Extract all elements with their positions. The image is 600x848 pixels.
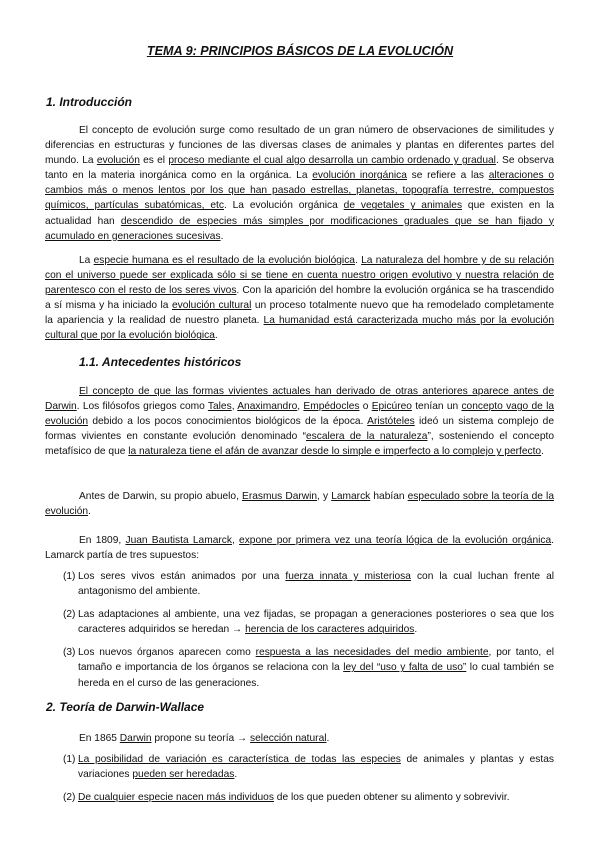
list-item-text <box>78 647 554 688</box>
text-run: . <box>214 330 218 342</box>
text-run: es el <box>139 155 169 167</box>
underlined-text: descendido de especies más simples por modificaciones graduales que se han fijado y acumulado en generaciones sucesivas <box>45 215 554 242</box>
text-run: propone su teoría → <box>151 733 251 744</box>
underlined-text: la naturaleza tiene el afán de avanzar desde lo simple e imperfecto a lo complejo y perfecto <box>128 446 542 458</box>
text-run: o <box>359 401 372 413</box>
text-run: ideó un sistema complejo de formas vivientes en constante evolución denominado “ <box>45 416 554 443</box>
text-run: . Con la aparición del hombre la evolución orgánica se ha trascendido a sí misma y ha iniciado la <box>45 285 554 312</box>
underlined-text: Lamarck <box>331 491 371 502</box>
list-number: (1) <box>63 754 76 765</box>
underlined-text: escalera de la naturaleza <box>306 431 428 443</box>
underlined-text: evolución <box>96 155 140 167</box>
underlined-text: ley del “uso y falta de uso” <box>343 662 467 674</box>
underlined-text: expone por primera vez una teoría lógica de la evolución orgánica <box>239 535 552 546</box>
underlined-text: de vegetales y animales <box>343 200 463 212</box>
underlined-text: Darwin <box>119 733 152 744</box>
text-run: . <box>234 769 238 781</box>
lamarck-list <box>45 569 554 691</box>
text-run: . <box>354 255 362 266</box>
list-item-text <box>78 792 510 803</box>
paragraph-antecedentes-3 <box>45 533 554 563</box>
paragraph-antecedentes-1 <box>45 384 554 459</box>
underlined-text: selección natural <box>250 733 327 744</box>
paragraph-intro-1 <box>45 123 554 244</box>
list-item-text <box>78 609 554 635</box>
paragraph-intro-2 <box>45 253 554 344</box>
text-run: , <box>231 535 240 546</box>
list-item <box>45 607 554 637</box>
page-title: TEMA 9: PRINCIPIOS BÁSICOS DE LA EVOLUCIÓN <box>146 44 454 58</box>
text-run: de los que pueden obtener su alimento y sobrevivir. <box>273 792 510 804</box>
text-run: que existen en la actualidad han <box>45 200 555 227</box>
list-item <box>45 569 554 599</box>
underlined-text: especie humana es el resultado de la evolución biológica <box>93 255 355 266</box>
text-run: Los nuevos órganos aparecen como <box>78 647 256 659</box>
underlined-text: La posibilidad de variación es característica de todas las especies <box>78 754 401 765</box>
underlined-text: respuesta a las necesidades del medio ambiente <box>255 647 489 659</box>
underlined-text: Anaximandro <box>237 401 298 413</box>
underlined-text: evolución inorgánica <box>312 170 407 182</box>
list-number: (2) <box>63 792 76 804</box>
underlined-text: alteraciones o cambios más o menos lentos por los que han pasado estrellas, planetas, topografía terrestre, compuestos químicos, partículas subatómicas, etc <box>45 170 554 212</box>
text-run: , y <box>317 491 332 502</box>
underlined-text: El concepto de que las formas vivientes actuales han derivado de otras anteriores aparece antes de Darwin <box>45 386 554 413</box>
underlined-text: Juan Bautista Lamarck <box>125 535 232 546</box>
text-run: tenían un <box>411 401 462 413</box>
text-run: . <box>414 624 418 636</box>
underlined-text: herencia de los caracteres adquiridos <box>245 624 415 636</box>
underlined-text: evolución cultural <box>171 300 252 312</box>
paragraph-darwin-1 <box>45 731 554 746</box>
text-run: , <box>297 401 304 413</box>
underlined-text: Tales <box>207 401 232 413</box>
section-heading-darwin-wallace: 2. Teoría de Darwin-Wallace <box>46 700 205 714</box>
text-run: Antes de Darwin, su propio abuelo, <box>79 491 243 502</box>
underlined-text: De cualquier especie nacen más individuos <box>78 792 274 804</box>
text-run: se refiere a las <box>406 170 489 182</box>
text-run: Las adaptaciones al ambiente, una vez fijadas, se propagan a generaciones posteriores o sea que los caracteres adquiridos se heredan → <box>78 609 554 636</box>
underlined-text: Empédocles <box>303 401 360 413</box>
underlined-text: pueden ser heredadas <box>132 769 235 781</box>
text-run: En 1865 <box>79 733 120 744</box>
text-run: . Lamarck partía de tres supuestos: <box>45 535 554 562</box>
paragraph-antecedentes-2 <box>45 489 554 519</box>
text-run: . La evolución orgánica <box>223 200 344 212</box>
text-run: En 1809, <box>79 535 126 546</box>
section-heading-introduccion: 1. Introducción <box>46 95 133 109</box>
underlined-text: La humanidad está caracterizada mucho más por la evolución cultural que por la evolución biológica <box>45 315 554 342</box>
underlined-text: fuerza innata y misteriosa <box>285 571 411 582</box>
text-run: . <box>220 230 224 242</box>
text-run: . Los filósofos griegos como <box>76 401 208 413</box>
section-heading-antecedentes: 1.1. Antecedentes históricos <box>79 355 242 369</box>
text-run: debido a los pocos conocimientos biológicos de la época. <box>88 416 368 428</box>
underlined-text: especulado sobre la teoría de la evolución <box>45 491 554 518</box>
text-run: un proceso totalmente nuevo que ha remodelado completamente la apariencia y la realidad de nuestro planeta. <box>45 300 555 327</box>
text-run: , por tanto, el tamaño e importancia de los órganos se relaciona con la <box>78 647 554 674</box>
underlined-text: concepto vago de la evolución <box>45 401 555 428</box>
text-run: ”, sosteniendo el concepto metafísico de que <box>45 431 554 458</box>
list-item <box>45 790 554 805</box>
text-run: El concepto de evolución surge como resultado de un gran número de observaciones de similitudes y diferencias en estructuras y funciones de las diversas clases de animales y plantas en diferentes partes del mundo. La <box>45 125 554 167</box>
list-item-text <box>78 754 554 780</box>
list-item <box>45 752 554 782</box>
underlined-text: Epicúreo <box>371 401 412 413</box>
text-run: de animales y plantas y estas variaciones <box>78 754 554 781</box>
text-run: , <box>231 401 238 413</box>
list-item-text <box>78 571 554 597</box>
list-item <box>45 645 554 690</box>
text-run: habían <box>370 491 408 502</box>
text-run: . <box>541 446 544 458</box>
darwin-list <box>45 752 554 805</box>
text-run: Los seres vivos están animados por una <box>78 571 286 582</box>
text-run: La <box>79 255 94 266</box>
underlined-text: Aristóteles <box>367 416 415 428</box>
text-run: . Se observa tanto en la materia inorgánica como en la orgánica. La <box>45 155 554 182</box>
list-number: (1) <box>63 571 76 582</box>
text-run: con la cual luchan frente al antagonismo del ambiente. <box>78 571 554 598</box>
underlined-text: La naturaleza del hombre y de su relación con el universo puede ser explicada sólo si se tiene en cuenta nuestro origen evolutivo y nuestra relación de parentesco con el resto de los seres vivos <box>45 255 555 297</box>
underlined-text: Erasmus Darwin <box>242 491 318 502</box>
list-number: (2) <box>63 609 76 621</box>
text-run: . <box>326 733 330 744</box>
text-run: lo cual también se hereda en el curso de las generaciones. <box>78 662 555 689</box>
underlined-text: proceso mediante el cual algo desarrolla un cambio ordenado y gradual <box>168 155 496 167</box>
text-run: . <box>88 506 91 518</box>
list-number: (3) <box>63 647 76 659</box>
